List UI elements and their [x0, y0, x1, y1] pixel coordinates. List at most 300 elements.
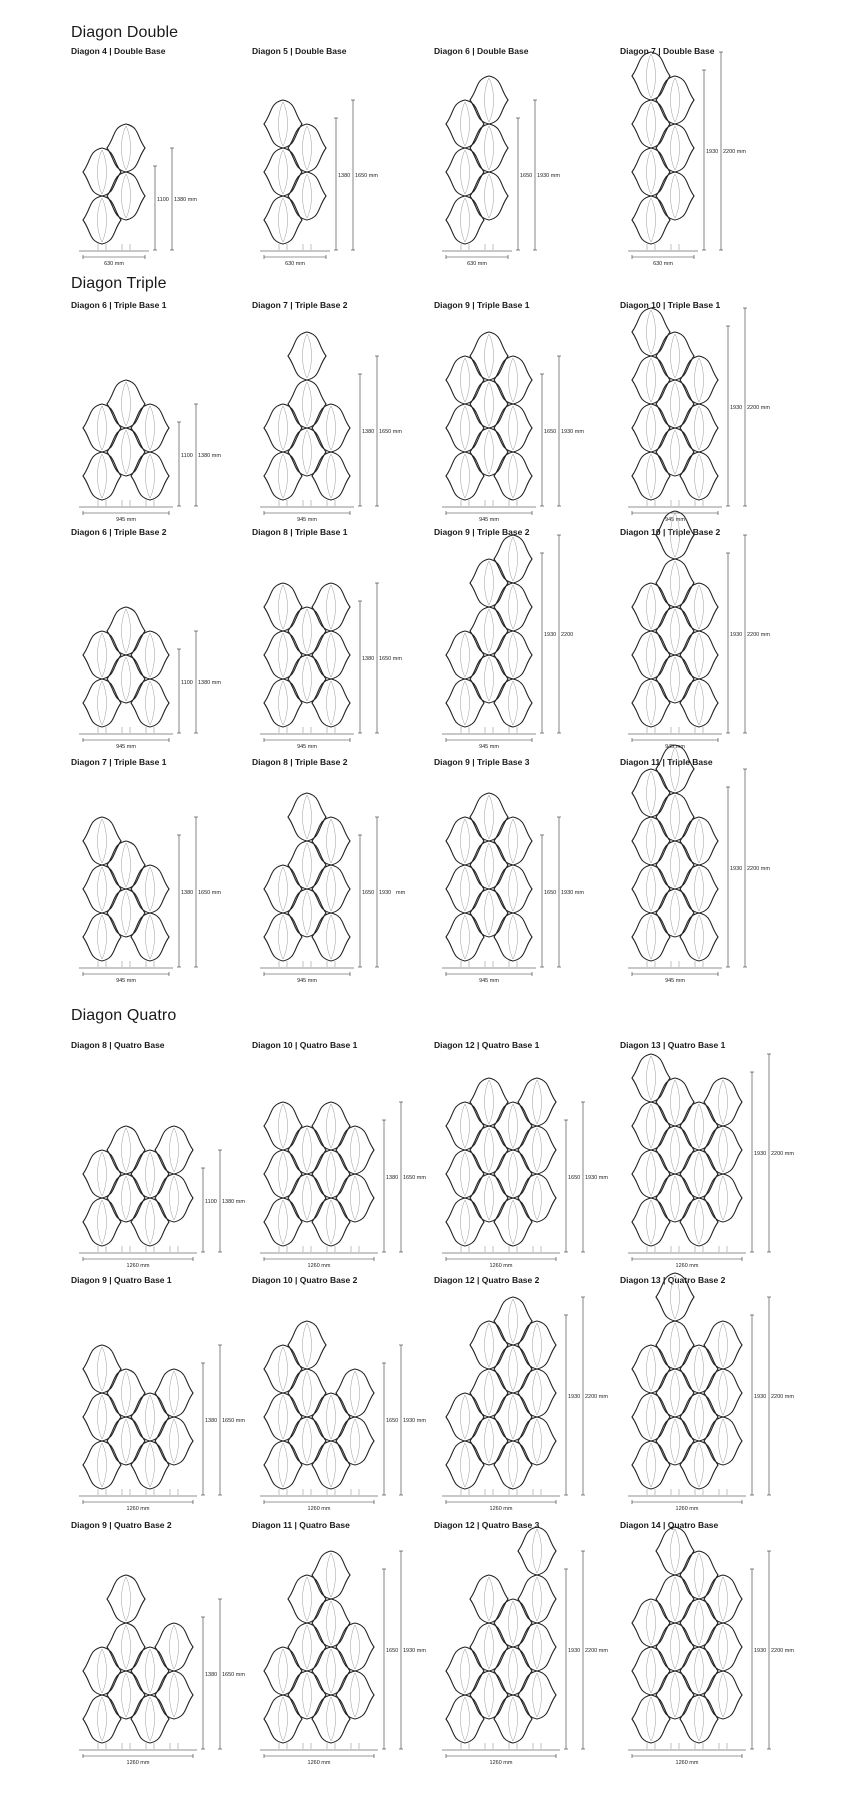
lamp-shade	[632, 913, 670, 961]
lamp-shade	[446, 452, 484, 500]
lamp-shade	[632, 817, 670, 865]
height-label: 1930 mm	[561, 890, 584, 896]
base-width-label: 630 mm	[285, 261, 305, 267]
lamp-shade	[494, 452, 532, 500]
base-plate	[260, 250, 330, 252]
lamp-rib	[719, 1176, 728, 1220]
lamp-shade	[494, 817, 532, 865]
lamp-shade	[494, 583, 532, 631]
lamp-shade	[470, 1417, 508, 1465]
lamp-shade	[494, 1297, 532, 1345]
lamp-diagram	[71, 300, 271, 522]
lamp-rib	[509, 406, 518, 450]
lamp-rib	[303, 334, 312, 378]
lamp-diagram	[620, 1275, 820, 1511]
base-plate	[628, 967, 722, 969]
lamp-rib	[98, 454, 107, 498]
lamp-rib	[647, 1395, 656, 1439]
lamp-shade	[131, 865, 169, 913]
lamp-shade	[470, 1321, 508, 1369]
variant-card	[620, 757, 820, 983]
lamp-rib	[647, 150, 656, 194]
lamp-shade	[83, 1441, 121, 1489]
lamp-shade	[264, 865, 302, 913]
lamp-shade	[656, 332, 694, 380]
lamp-shade	[107, 1575, 145, 1623]
variant-card	[620, 1040, 820, 1268]
lamp-shade	[312, 679, 350, 727]
base-width-label: 945 mm	[116, 744, 136, 750]
lamp-shade	[155, 1126, 193, 1174]
lamp-rib	[170, 1419, 179, 1463]
height-label: 2200 mm	[747, 405, 770, 411]
lamp-rib	[122, 891, 131, 935]
base-width-label: 1260 mm	[126, 1263, 150, 1269]
lamp-shade	[264, 404, 302, 452]
lamp-rib	[509, 1601, 518, 1645]
variant-title: Diagon 9 | Quatro Base 1	[71, 1275, 172, 1285]
lamp-rib	[327, 819, 336, 863]
variant-title: Diagon 14 | Quatro Base	[620, 1520, 719, 1530]
lamp-shade	[518, 1078, 556, 1126]
variant-card	[252, 300, 452, 522]
lamp-rib	[695, 915, 704, 959]
height-label: 1650 mm	[379, 429, 402, 435]
lamp-shade	[632, 100, 670, 148]
lamp-shade	[336, 1369, 374, 1417]
height-label: 1380 mm	[174, 197, 197, 203]
lamp-shade	[470, 1575, 508, 1623]
lamp-shade	[264, 631, 302, 679]
variant-card	[71, 527, 271, 749]
lamp-rib	[671, 430, 680, 474]
lamp-rib	[695, 1152, 704, 1196]
lamp-shade	[632, 1150, 670, 1198]
lamp-rib	[303, 1176, 312, 1220]
lamp-rib	[647, 819, 656, 863]
lamp-rib	[671, 334, 680, 378]
lamp-rib	[122, 843, 131, 887]
variant-card	[252, 1040, 452, 1268]
lamp-shade	[107, 124, 145, 172]
lamp-rib	[461, 1443, 470, 1487]
lamp-shade	[656, 124, 694, 172]
lamp-rib	[671, 1529, 680, 1573]
lamp-shade	[632, 148, 670, 196]
lamp-rib	[719, 1080, 728, 1124]
lamp-rib	[647, 454, 656, 498]
lamp-rib	[146, 1649, 155, 1693]
height-label: 1930	[754, 1394, 767, 1400]
lamp-shade	[470, 332, 508, 380]
section-title-quatro: Diagon Quatro	[71, 1007, 177, 1024]
lamp-rib	[719, 1419, 728, 1463]
lamp-rib	[98, 1443, 107, 1487]
lamp-diagram	[252, 1275, 452, 1511]
base-width-label: 945 mm	[665, 744, 685, 750]
lamp-rib	[461, 819, 470, 863]
lamp-rib	[303, 1625, 312, 1669]
lamp-shade	[680, 1599, 718, 1647]
variant-title: Diagon 5 | Double Base	[252, 46, 347, 56]
variant-card	[71, 300, 271, 522]
lamp-shade	[680, 1647, 718, 1695]
height-label: 1930	[730, 405, 743, 411]
lamp-shade	[83, 452, 121, 500]
lamp-rib	[671, 1577, 680, 1621]
lamp-shade	[312, 631, 350, 679]
height-label: 1100	[181, 453, 193, 459]
lamp-shade	[494, 631, 532, 679]
lamp-diagram	[252, 757, 452, 983]
lamp-rib	[303, 1128, 312, 1172]
lamp-diagram	[252, 300, 452, 522]
lamp-rib	[279, 1152, 288, 1196]
lamp-shade	[131, 1647, 169, 1695]
height-label: 1930	[379, 890, 392, 896]
variant-title: Diagon 12 | Quatro Base 2	[434, 1275, 540, 1285]
lamp-shade	[680, 865, 718, 913]
base-plate	[442, 250, 512, 252]
height-label: 2200 mm	[585, 1648, 608, 1654]
variant-title: Diagon 7 | Double Base	[620, 46, 715, 56]
lamp-rib	[695, 681, 704, 725]
lamp-shade	[83, 1647, 121, 1695]
lamp-shade	[264, 1393, 302, 1441]
lamp-shade	[632, 1345, 670, 1393]
lamp-shade	[680, 1150, 718, 1198]
height-label: 1650 mm	[222, 1672, 245, 1678]
base-plate	[442, 967, 536, 969]
lamp-rib	[303, 126, 312, 170]
lamp-shade	[288, 655, 326, 703]
lamp-diagram	[71, 46, 271, 266]
lamp-rib	[695, 867, 704, 911]
lamp-diagram	[252, 46, 452, 266]
lamp-rib	[327, 1200, 336, 1244]
lamp-rib	[279, 1443, 288, 1487]
lamp-shade	[632, 308, 670, 356]
lamp-rib	[671, 1625, 680, 1669]
height-label: 1930	[730, 632, 743, 638]
lamp-rib	[647, 198, 656, 242]
lamp-shade	[155, 1623, 193, 1671]
lamp-rib	[533, 1625, 542, 1669]
lamp-shade	[312, 1150, 350, 1198]
lamp-rib	[279, 681, 288, 725]
variant-title: Diagon 10 | Triple Base 1	[620, 300, 721, 310]
base-width-label: 1260 mm	[675, 1506, 699, 1512]
lamp-rib	[146, 681, 155, 725]
lamp-shade	[312, 865, 350, 913]
lamp-shade	[83, 1198, 121, 1246]
lamp-shade	[288, 1575, 326, 1623]
lamp-rib	[98, 1152, 107, 1196]
lamp-shade	[446, 817, 484, 865]
lamp-shade	[470, 76, 508, 124]
lamp-shade	[704, 1623, 742, 1671]
lamp-rib	[485, 126, 494, 170]
lamp-rib	[303, 382, 312, 426]
lamp-shade	[632, 1441, 670, 1489]
height-label: 1930 mm	[561, 429, 584, 435]
lamp-shade	[680, 1198, 718, 1246]
lamp-rib	[647, 633, 656, 677]
base-width-label: 945 mm	[297, 517, 317, 523]
variant-card	[252, 757, 452, 983]
height-label: 2200 mm	[771, 1648, 794, 1654]
lamp-shade	[470, 1174, 508, 1222]
lamp-shade	[518, 1321, 556, 1369]
lamp-shade	[470, 655, 508, 703]
lamp-shade	[632, 1695, 670, 1743]
lamp-rib	[279, 633, 288, 677]
lamp-shade	[704, 1174, 742, 1222]
lamp-rib	[303, 843, 312, 887]
section-title-triple: Diagon Triple	[71, 275, 167, 292]
variant-card	[252, 46, 452, 266]
lamp-shade	[656, 745, 694, 793]
lamp-rib	[671, 1128, 680, 1172]
lamp-shade	[131, 1198, 169, 1246]
lamp-rib	[146, 1697, 155, 1741]
lamp-shade	[107, 655, 145, 703]
lamp-shade	[470, 1369, 508, 1417]
lamp-shade	[632, 1102, 670, 1150]
variant-card	[620, 1275, 820, 1511]
base-width-label: 630 mm	[653, 261, 673, 267]
base-width-label: 1260 mm	[126, 1506, 150, 1512]
lamp-rib	[279, 102, 288, 146]
lamp-rib	[485, 843, 494, 887]
lamp-shade	[518, 1671, 556, 1719]
lamp-rib	[509, 867, 518, 911]
lamp-rib	[485, 1128, 494, 1172]
lamp-rib	[509, 537, 518, 581]
lamp-shade	[470, 607, 508, 655]
variant-card	[252, 1520, 452, 1765]
lamp-rib	[647, 1443, 656, 1487]
lamp-shade	[312, 452, 350, 500]
lamp-shade	[680, 583, 718, 631]
lamp-rib	[695, 1200, 704, 1244]
lamp-shade	[680, 679, 718, 727]
lamp-rib	[509, 1443, 518, 1487]
lamp-shade	[83, 404, 121, 452]
height-label: 2200 mm	[771, 1151, 794, 1157]
base-plate	[79, 250, 149, 252]
lamp-shade	[656, 1575, 694, 1623]
variant-card	[71, 46, 271, 266]
lamp-rib	[461, 1697, 470, 1741]
lamp-shade	[518, 1623, 556, 1671]
lamp-rib	[303, 430, 312, 474]
lamp-shade	[494, 1647, 532, 1695]
lamp-shade	[656, 841, 694, 889]
lamp-rib	[146, 915, 155, 959]
lamp-shade	[518, 1369, 556, 1417]
lamp-rib	[719, 1128, 728, 1172]
lamp-rib	[671, 1080, 680, 1124]
lamp-shade	[288, 793, 326, 841]
lamp-shade	[470, 1078, 508, 1126]
lamp-shade	[336, 1623, 374, 1671]
lamp-shade	[264, 913, 302, 961]
lamp-rib	[327, 867, 336, 911]
lamp-rib	[461, 454, 470, 498]
height-label: 1930	[568, 1394, 581, 1400]
lamp-diagram	[71, 757, 271, 983]
base-width-label: 945 mm	[479, 744, 499, 750]
height-label: 1930	[754, 1648, 767, 1654]
lamp-shade	[632, 1198, 670, 1246]
lamp-rib	[695, 1697, 704, 1741]
lamp-shade	[155, 1369, 193, 1417]
lamp-shade	[656, 1623, 694, 1671]
lamp-rib	[671, 1176, 680, 1220]
lamp-rib	[695, 585, 704, 629]
lamp-rib	[671, 891, 680, 935]
height-label: 1650	[520, 173, 533, 179]
variant-title: Diagon 8 | Triple Base 2	[252, 757, 348, 767]
variant-title: Diagon 9 | Triple Base 3	[434, 757, 530, 767]
section-title-double: Diagon Double	[71, 24, 179, 41]
base-plate	[442, 1495, 560, 1497]
lamp-rib	[485, 1176, 494, 1220]
lamp-shade	[312, 1393, 350, 1441]
lamp-shade	[656, 1671, 694, 1719]
lamp-rib	[170, 1128, 179, 1172]
lamp-shade	[470, 428, 508, 476]
lamp-diagram	[434, 46, 634, 266]
lamp-shade	[264, 1695, 302, 1743]
lamp-shade	[288, 124, 326, 172]
height-label: 1380 mm	[222, 1199, 245, 1205]
lamp-rib	[327, 1601, 336, 1645]
lamp-rib	[279, 406, 288, 450]
lamp-shade	[656, 793, 694, 841]
lamp-shade	[494, 1102, 532, 1150]
base-plate	[628, 506, 722, 508]
lamp-shade	[680, 1345, 718, 1393]
lamp-rib	[509, 454, 518, 498]
lamp-rib	[695, 358, 704, 402]
base-plate	[260, 1495, 378, 1497]
lamp-shade	[312, 404, 350, 452]
variant-title: Diagon 10 | Quatro Base 2	[252, 1275, 358, 1285]
lamp-rib	[647, 585, 656, 629]
lamp-rib	[719, 1323, 728, 1367]
lamp-rib	[146, 454, 155, 498]
variant-card	[71, 1520, 271, 1765]
lamp-shade	[107, 607, 145, 655]
lamp-shade	[656, 1126, 694, 1174]
lamp-shade	[656, 655, 694, 703]
lamp-rib	[509, 915, 518, 959]
height-label: 1930	[730, 866, 743, 872]
lamp-shade	[704, 1575, 742, 1623]
lamp-rib	[695, 1347, 704, 1391]
lamp-rib	[695, 633, 704, 677]
lamp-rib	[533, 1128, 542, 1172]
lamp-shade	[470, 1126, 508, 1174]
variant-title: Diagon 13 | Quatro Base 1	[620, 1040, 726, 1050]
lamp-rib	[533, 1419, 542, 1463]
base-plate	[79, 1252, 197, 1254]
base-width-label: 1260 mm	[489, 1760, 513, 1766]
lamp-rib	[509, 1697, 518, 1741]
lamp-rib	[695, 819, 704, 863]
lamp-shade	[107, 1671, 145, 1719]
lamp-shade	[446, 100, 484, 148]
lamp-shade	[632, 583, 670, 631]
lamp-diagram	[434, 1275, 634, 1511]
lamp-rib	[122, 1128, 131, 1172]
lamp-shade	[312, 817, 350, 865]
lamp-shade	[446, 1198, 484, 1246]
lamp-rib	[647, 915, 656, 959]
lamp-rib	[461, 406, 470, 450]
base-width-label: 945 mm	[297, 744, 317, 750]
lamp-rib	[279, 585, 288, 629]
lamp-rib	[485, 78, 494, 122]
lamp-diagram	[434, 757, 634, 983]
lamp-rib	[671, 1419, 680, 1463]
lamp-rib	[647, 1649, 656, 1693]
lamp-shade	[83, 196, 121, 244]
lamp-shade	[632, 1393, 670, 1441]
lamp-rib	[647, 310, 656, 354]
base-plate	[628, 250, 698, 252]
lamp-diagram	[252, 1520, 452, 1765]
lamp-shade	[656, 1369, 694, 1417]
lamp-shade	[107, 380, 145, 428]
lamp-shade	[107, 172, 145, 220]
lamp-shade	[446, 1647, 484, 1695]
lamp-shade	[680, 1441, 718, 1489]
variant-card	[71, 757, 271, 983]
lamp-shade	[131, 1441, 169, 1489]
base-plate	[442, 733, 536, 735]
variant-title: Diagon 4 | Double Base	[71, 46, 166, 56]
lamp-rib	[461, 358, 470, 402]
lamp-rib	[98, 406, 107, 450]
height-label: 1380	[205, 1672, 218, 1678]
variant-title: Diagon 6 | Double Base	[434, 46, 529, 56]
lamp-shade	[632, 679, 670, 727]
variant-card	[434, 300, 634, 522]
base-width-label: 945 mm	[297, 978, 317, 984]
lamp-shade	[470, 124, 508, 172]
lamp-shade	[312, 1647, 350, 1695]
lamp-shade	[680, 913, 718, 961]
height-label: 1650 mm	[198, 890, 221, 896]
lamp-rib	[303, 1371, 312, 1415]
lamp-rib	[351, 1371, 360, 1415]
lamp-shade	[264, 679, 302, 727]
lamp-shade	[518, 1417, 556, 1465]
lamp-rib	[671, 609, 680, 653]
lamp-shade	[446, 148, 484, 196]
height-label: 1650	[362, 890, 375, 896]
variant-card	[434, 527, 634, 749]
lamp-diagram	[434, 1040, 634, 1268]
lamp-rib	[671, 78, 680, 122]
lamp-rib	[279, 915, 288, 959]
lamp-rib	[461, 1152, 470, 1196]
lamp-shade	[632, 1054, 670, 1102]
lamp-shade	[264, 452, 302, 500]
